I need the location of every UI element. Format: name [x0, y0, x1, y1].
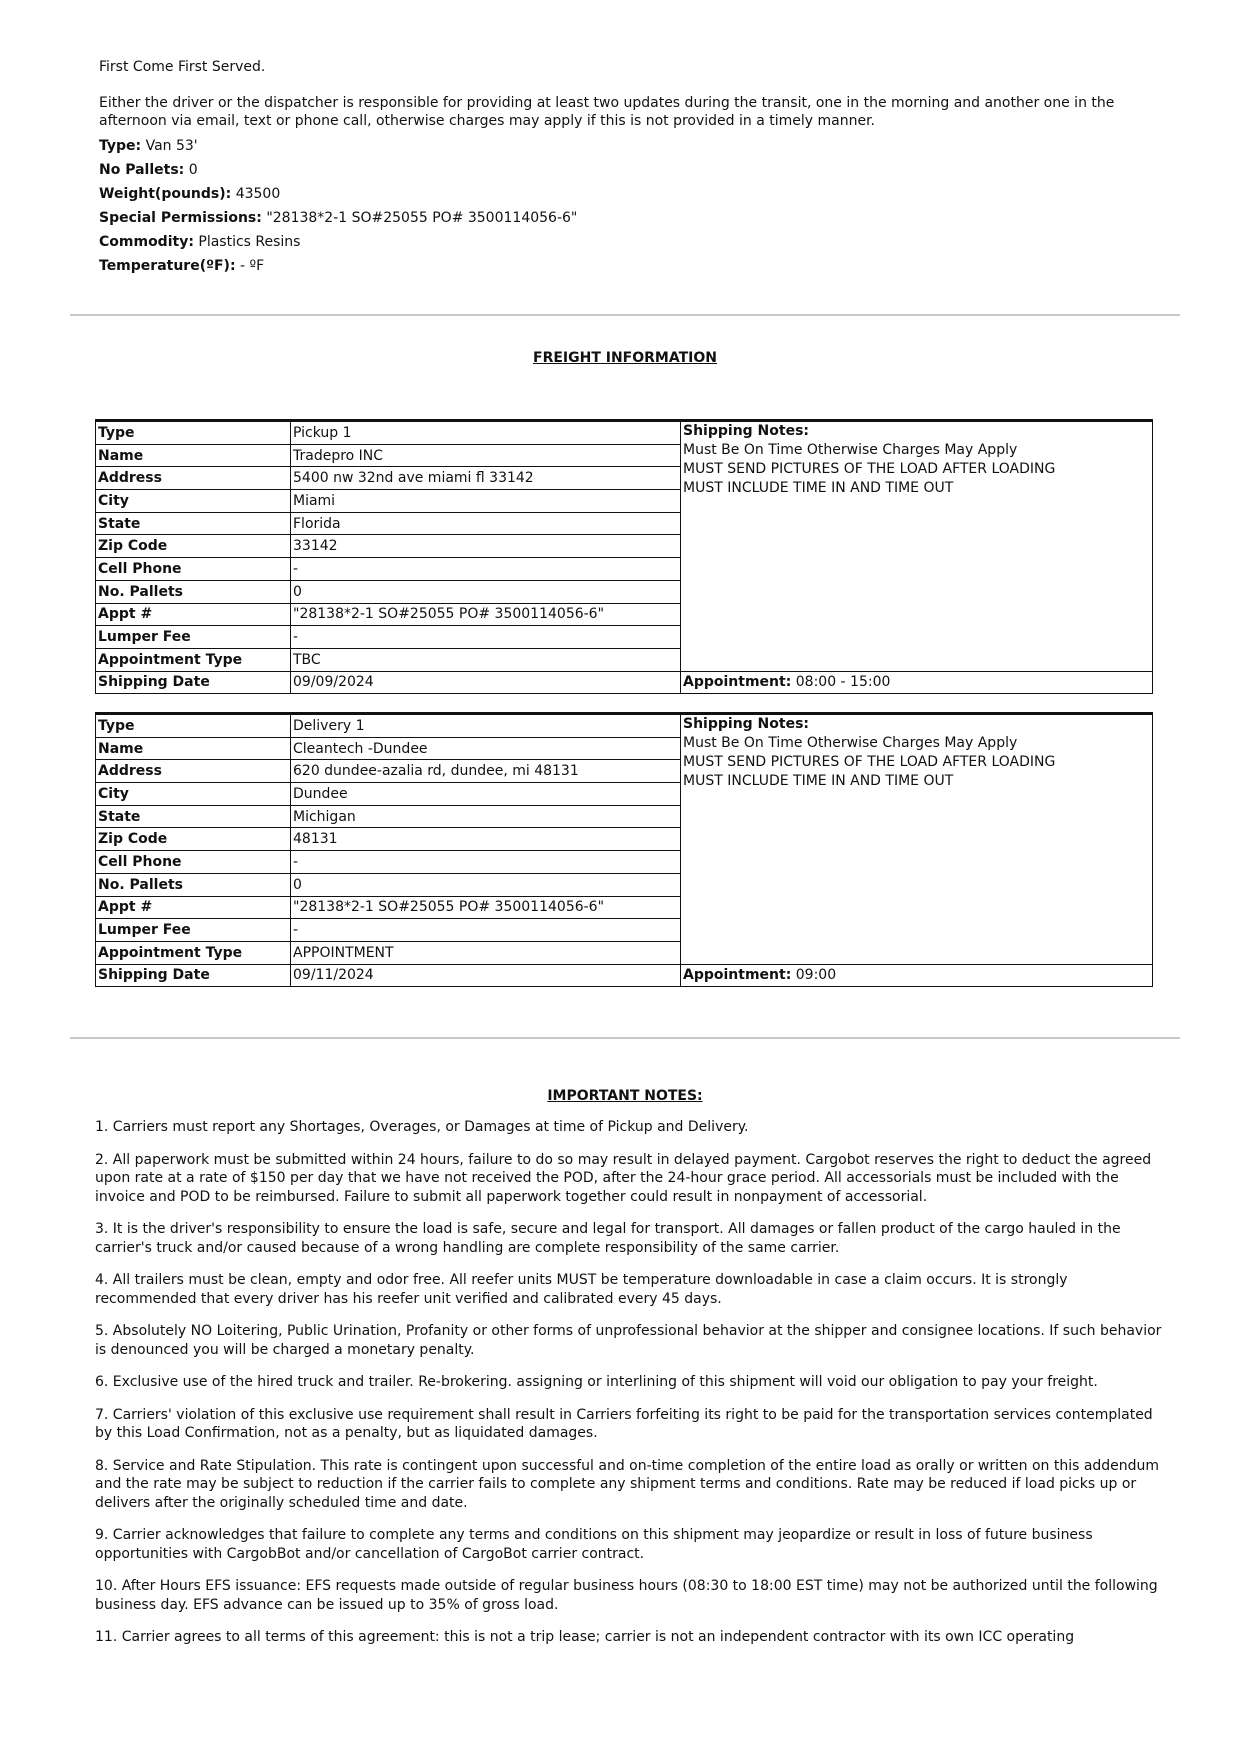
row-value: Dundee — [291, 783, 681, 806]
row-value: Michigan — [291, 805, 681, 828]
important-note: 8. Service and Rate Stipulation. This rate is contingent upon successful and on-time completion of the entire load as orally or written on this addendum and the rate may be subject to reduction if the carrier fails to complete any shipment terms and conditions. Rate may be reduced if load picks up or delivers after the originally scheduled time and date. — [95, 1457, 1160, 1511]
shipping-note-line: MUST INCLUDE TIME IN AND TIME OUT — [683, 773, 954, 789]
important-note: 9. Carrier acknowledges that failure to complete any terms and conditions on this shipment may jeopardize or result in loss of future business opportunities with CargobBot and/or cancellation of CargoBot carrier contract. — [95, 1527, 1093, 1562]
delivery-table — [95, 712, 1153, 987]
row-value: 5400 nw 32nd ave miami fl 33142 — [291, 467, 681, 490]
row-value: 09/11/2024 — [291, 964, 681, 987]
row-value: 620 dundee-azalia rd, dundee, mi 48131 — [291, 760, 681, 783]
shipping-note-line: MUST SEND PICTURES OF THE LOAD AFTER LOADING — [683, 461, 1056, 477]
row-label: Appt # — [96, 896, 291, 919]
row-value: 09/09/2024 — [291, 671, 681, 694]
load-details — [99, 58, 1159, 278]
shipping-note-line: Must Be On Time Otherwise Charges May Apply — [683, 442, 1018, 458]
appointment-label: Appointment: — [683, 674, 792, 691]
row-label: Appt # — [96, 603, 291, 626]
shipping-notes — [681, 714, 1153, 965]
row-label: Shipping Date — [96, 964, 291, 987]
row-value: "28138*2-1 SO#25055 PO# 3500114056-6" — [291, 603, 681, 626]
row-value: 48131 — [291, 828, 681, 851]
load-field — [99, 182, 1159, 206]
freight-row — [96, 421, 1153, 445]
row-label: Type — [96, 714, 291, 738]
row-label: Address — [96, 760, 291, 783]
row-label: No. Pallets — [96, 580, 291, 603]
appointment-cell — [681, 964, 1153, 987]
row-label: City — [96, 783, 291, 806]
load-fields — [99, 134, 1159, 278]
freight-row — [96, 964, 1153, 987]
load-field — [99, 230, 1159, 254]
shipping-notes-label: Shipping Notes: — [683, 716, 810, 732]
row-label: City — [96, 490, 291, 513]
row-value: Florida — [291, 512, 681, 535]
row-label: Shipping Date — [96, 671, 291, 694]
load-field — [99, 134, 1159, 158]
load-field-label: Temperature(ºF): — [99, 258, 236, 274]
row-label: Cell Phone — [96, 851, 291, 874]
row-value: 0 — [291, 580, 681, 603]
shipping-notes-label: Shipping Notes: — [683, 423, 810, 439]
load-field-label: Type: — [99, 138, 142, 154]
row-label: Appointment Type — [96, 648, 291, 671]
row-label: Zip Code — [96, 535, 291, 558]
load-field-value: Plastics Resins — [198, 234, 301, 250]
important-note: 6. Exclusive use of the hired truck and trailer. Re-brokering. assigning or interlining of this shipment will void our obligation to pay your freight. — [95, 1374, 1098, 1390]
row-label: State — [96, 805, 291, 828]
load-field — [99, 158, 1159, 182]
row-label: No. Pallets — [96, 873, 291, 896]
important-note: 1. Carriers must report any Shortages, Overages, or Damages at time of Pickup and Delivery. — [95, 1119, 749, 1135]
pickup-table — [95, 419, 1153, 694]
row-value: APPOINTMENT — [291, 941, 681, 964]
row-value: - — [291, 919, 681, 942]
important-notes-list — [95, 1118, 1163, 1661]
important-note: 3. It is the driver's responsibility to ensure the load is safe, secure and legal for transport. All damages or fallen product of the cargo hauled in the carrier's truck and/or caused because of a wrong handling are complete responsibility of the same carrier. — [95, 1221, 1121, 1256]
row-value: "28138*2-1 SO#25055 PO# 3500114056-6" — [291, 896, 681, 919]
important-note: 11. Carrier agrees to all terms of this agreement: this is not a trip lease; carrier is not an independent contractor with its own ICC operating — [95, 1629, 1075, 1645]
row-label: Appointment Type — [96, 941, 291, 964]
row-value: Cleantech -Dundee — [291, 737, 681, 760]
divider — [70, 314, 1180, 316]
row-value: 0 — [291, 873, 681, 896]
appointment-value: 09:00 — [795, 967, 837, 984]
row-label: Name — [96, 444, 291, 467]
row-value: Pickup 1 — [291, 421, 681, 445]
important-notes-title: IMPORTANT NOTES: — [547, 1088, 703, 1104]
freight-row — [96, 714, 1153, 738]
row-value: 33142 — [291, 535, 681, 558]
row-value: - — [291, 558, 681, 581]
appointment-label: Appointment: — [683, 967, 792, 984]
row-value: Delivery 1 — [291, 714, 681, 738]
appointment-cell — [681, 671, 1153, 694]
important-note: 10. After Hours EFS issuance: EFS requests made outside of regular business hours (08:30 to 18:00 EST time) may not be authorized until the following business day. EFS advance can be issued up to 35% of gross load. — [95, 1578, 1158, 1613]
row-value: - — [291, 626, 681, 649]
row-label: Type — [96, 421, 291, 445]
load-field-value: Van 53' — [145, 138, 198, 154]
load-field-label: No Pallets: — [99, 162, 185, 178]
important-note: 4. All trailers must be clean, empty and odor free. All reefer units MUST be temperature downloadable in case a claim occurs. It is strongly recommended that every driver has his reefer unit verified and calibrated every 45 days. — [95, 1272, 1068, 1307]
row-label: Cell Phone — [96, 558, 291, 581]
row-label: Address — [96, 467, 291, 490]
important-note: 5. Absolutely NO Loitering, Public Urination, Profanity or other forms of unprofessional behavior at the shipper and consignee locations. If such behavior is denounced you will be charged a monetary penalty. — [95, 1323, 1162, 1358]
load-field — [99, 254, 1159, 278]
important-note: 7. Carriers' violation of this exclusive use requirement shall result in Carriers forfeiting its right to be paid for the transportation services contemplated by this Load Confirmation, not as a penalty, but as liquidated damages. — [95, 1406, 1153, 1441]
load-field-value: 0 — [188, 162, 198, 178]
row-label: Lumper Fee — [96, 626, 291, 649]
row-label: State — [96, 512, 291, 535]
load-field-label: Special Permissions: — [99, 210, 262, 226]
load-field-value: - ºF — [240, 258, 265, 274]
freight-information-title: FREIGHT INFORMATION — [533, 350, 717, 366]
load-field-value: 43500 — [235, 186, 281, 202]
freight-row — [96, 671, 1153, 694]
row-label: Zip Code — [96, 828, 291, 851]
important-note: 2. All paperwork must be submitted within 24 hours, failure to do so may result in delayed payment. Cargobot reserves the right to deduct the agreed upon rate at a rate of $150 per day that we have not received the POD, after the 24-hour grace period. All accessorials must be included with the invoice and POD to be reimbursed. Failure to submit all paperwork together could result in nonpayment of accessorial. — [95, 1151, 1152, 1205]
row-value: Tradepro INC — [291, 444, 681, 467]
intro-line-2: Either the driver or the dispatcher is responsible for providing at least two updates during the transit, one in the morning and another one in the afternoon via email, text or phone call, otherwise charges may apply if this is not provided in a timely manner. — [99, 95, 1115, 129]
shipping-note-line: MUST INCLUDE TIME IN AND TIME OUT — [683, 480, 954, 496]
row-label: Name — [96, 737, 291, 760]
row-label: Lumper Fee — [96, 919, 291, 942]
row-value: TBC — [291, 648, 681, 671]
load-field-label: Commodity: — [99, 234, 194, 250]
shipping-note-line: MUST SEND PICTURES OF THE LOAD AFTER LOADING — [683, 754, 1056, 770]
divider — [70, 1037, 1180, 1039]
load-field-value: "28138*2-1 SO#25055 PO# 3500114056-6" — [266, 210, 578, 226]
load-field-label: Weight(pounds): — [99, 186, 232, 202]
appointment-value: 08:00 - 15:00 — [795, 674, 891, 691]
intro-line-1: First Come First Served. — [99, 59, 266, 75]
row-value: - — [291, 851, 681, 874]
load-field — [99, 206, 1159, 230]
shipping-notes — [681, 421, 1153, 672]
shipping-note-line: Must Be On Time Otherwise Charges May Apply — [683, 735, 1018, 751]
row-value: Miami — [291, 490, 681, 513]
